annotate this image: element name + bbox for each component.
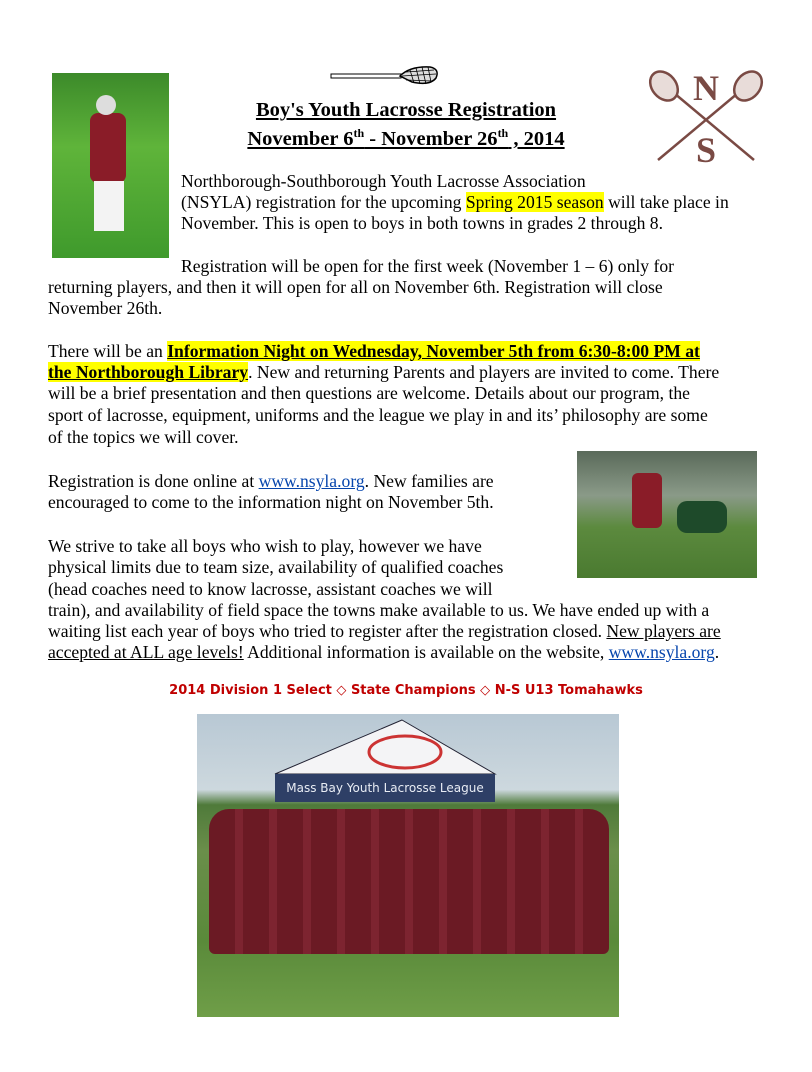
intro-line: November. This is open to boys in both towns in grades 2 through 8. — [181, 213, 664, 233]
strive-line: train), and availability of field space the towns make available to us. We have ended up with a — [48, 600, 710, 620]
team-players — [209, 809, 609, 954]
online-line: Registration is done online at www.nsyla.org. New families are — [48, 471, 494, 491]
intro-line: Northborough-Southborough Youth Lacrosse Association — [181, 171, 586, 191]
player-photo — [52, 73, 169, 258]
registration-dates: November 6th - November 26th , 2014 — [247, 126, 565, 150]
strive-line: accepted at ALL age levels! Additional information is available on the website, www.nsyla.org. — [48, 642, 720, 662]
online-line: encouraged to come to the information night on November 5th. — [48, 492, 494, 512]
registration-line: Registration will be open for the first week (November 1 – 6) only for — [181, 256, 674, 276]
svg-text:N: N — [693, 68, 719, 108]
intro-line: (NSYLA) registration for the upcoming Spring 2015 season will take place in — [181, 192, 729, 212]
info-night-line: will be a brief presentation and then questions are welcome. Details about our program, the — [48, 383, 690, 403]
strive-line: physical limits due to team size, availability of qualified coaches — [48, 557, 504, 577]
strive-line: (head coaches need to know lacrosse, assistant coaches we will — [48, 579, 493, 599]
lacrosse-stick-icon — [330, 64, 440, 88]
website-link[interactable]: www.nsyla.org — [258, 471, 365, 491]
info-night-line: There will be an Information Night on Wednesday, November 5th from 6:30-8:00 PM at — [48, 341, 700, 361]
strive-line: We strive to take all boys who wish to play, however we have — [48, 536, 482, 556]
svg-text:S: S — [695, 130, 717, 166]
team-photo-caption: 2014 Division 1 Select ◇ State Champions ◇ N-S U13 Tomahawks — [169, 683, 643, 698]
website-link[interactable]: www.nsyla.org — [608, 642, 715, 662]
info-night-line: sport of lacrosse, equipment, uniforms and the league we play in and its’ philosophy are some — [48, 405, 708, 425]
page-title: Boy's Youth Lacrosse Registration — [255, 99, 557, 121]
season-highlight: Spring 2015 season — [465, 192, 604, 212]
registration-line: November 26th. — [48, 298, 163, 318]
game-action-photo — [577, 451, 757, 578]
info-night-highlight: Information Night on Wednesday, November 5th from 6:30-8:00 PM at — [167, 341, 700, 361]
tent-banner: Mass Bay Youth Lacrosse League — [275, 774, 495, 802]
strive-line: waiting list each year of boys who tried to register after the registration closed. New players are — [48, 621, 721, 641]
team-photo — [197, 714, 619, 1017]
info-night-line: of the topics we will cover. — [48, 427, 239, 447]
info-night-line: the Northborough Library. New and returning Parents and players are invited to come. There — [48, 362, 720, 382]
registration-line: returning players, and then it will open for all on November 6th. Registration will close — [48, 277, 663, 297]
ns-crossed-sticks-logo — [644, 66, 768, 166]
